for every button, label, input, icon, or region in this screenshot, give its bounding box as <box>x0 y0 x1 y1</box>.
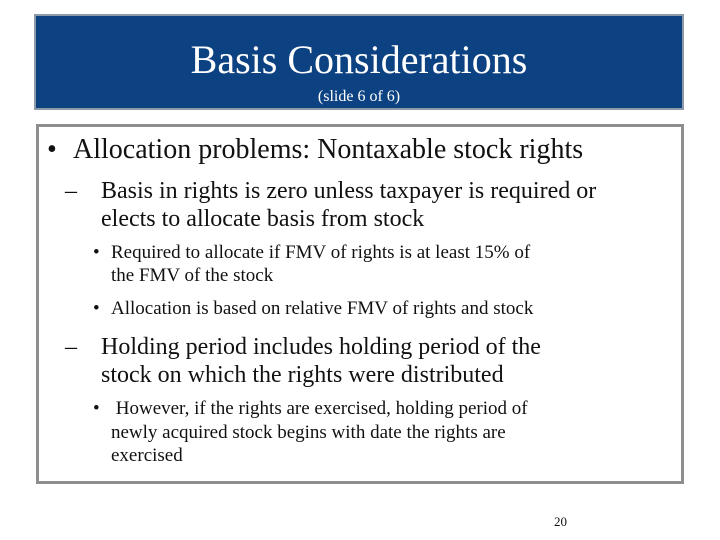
bullet-text: Allocation problems: Nontaxable stock rights <box>73 134 584 165</box>
sub-bullet-line1: Basis in rights is zero unless taxpayer is required or <box>101 178 597 204</box>
sub-bullet-line2: elects to allocate basis from stock <box>101 206 425 232</box>
point-line1: Allocation is based on relative FMV of rights and stock <box>111 298 534 319</box>
point-line1: However, if the rights are exercised, holding period of <box>111 398 528 419</box>
point-allocation-basis <box>93 297 533 320</box>
sub-bullet-basis-in-rights-cont <box>65 205 424 233</box>
sub-bullet-holding-period <box>65 333 541 361</box>
point-line2: newly acquired stock begins with date the rights are <box>111 422 506 443</box>
bullet-mark: • <box>93 398 100 419</box>
point-rights-exercised <box>93 397 528 420</box>
point-line3: exercised <box>111 445 183 466</box>
bullet-allocation-problems <box>47 133 583 167</box>
slide-subtitle: (slide 6 of 6) <box>317 88 401 105</box>
title-banner <box>34 14 684 110</box>
point-rights-exercised-cont2 <box>93 444 183 467</box>
sub-bullet-line2: stock on which the rights were distributed <box>101 362 504 388</box>
sub-bullet-holding-period-cont <box>65 361 504 389</box>
bullet-mark: • <box>93 242 100 263</box>
sub-bullet-basis-in-rights <box>65 177 596 205</box>
content-panel <box>36 124 684 484</box>
bullet-mark: • <box>47 134 57 165</box>
page-number: 20 <box>554 514 567 529</box>
dash-mark: – <box>65 334 77 360</box>
point-required-to-allocate-cont <box>93 264 273 287</box>
point-line1: Required to allocate if FMV of rights is at least 15% of <box>111 242 531 263</box>
point-rights-exercised-cont <box>93 421 506 444</box>
dash-mark: – <box>65 178 77 204</box>
slide-title: Basis Considerations <box>190 37 528 82</box>
sub-bullet-line1: Holding period includes holding period of the <box>101 334 541 360</box>
point-required-to-allocate <box>93 241 530 264</box>
bullet-mark: • <box>93 298 100 319</box>
point-line2: the FMV of the stock <box>111 265 274 286</box>
